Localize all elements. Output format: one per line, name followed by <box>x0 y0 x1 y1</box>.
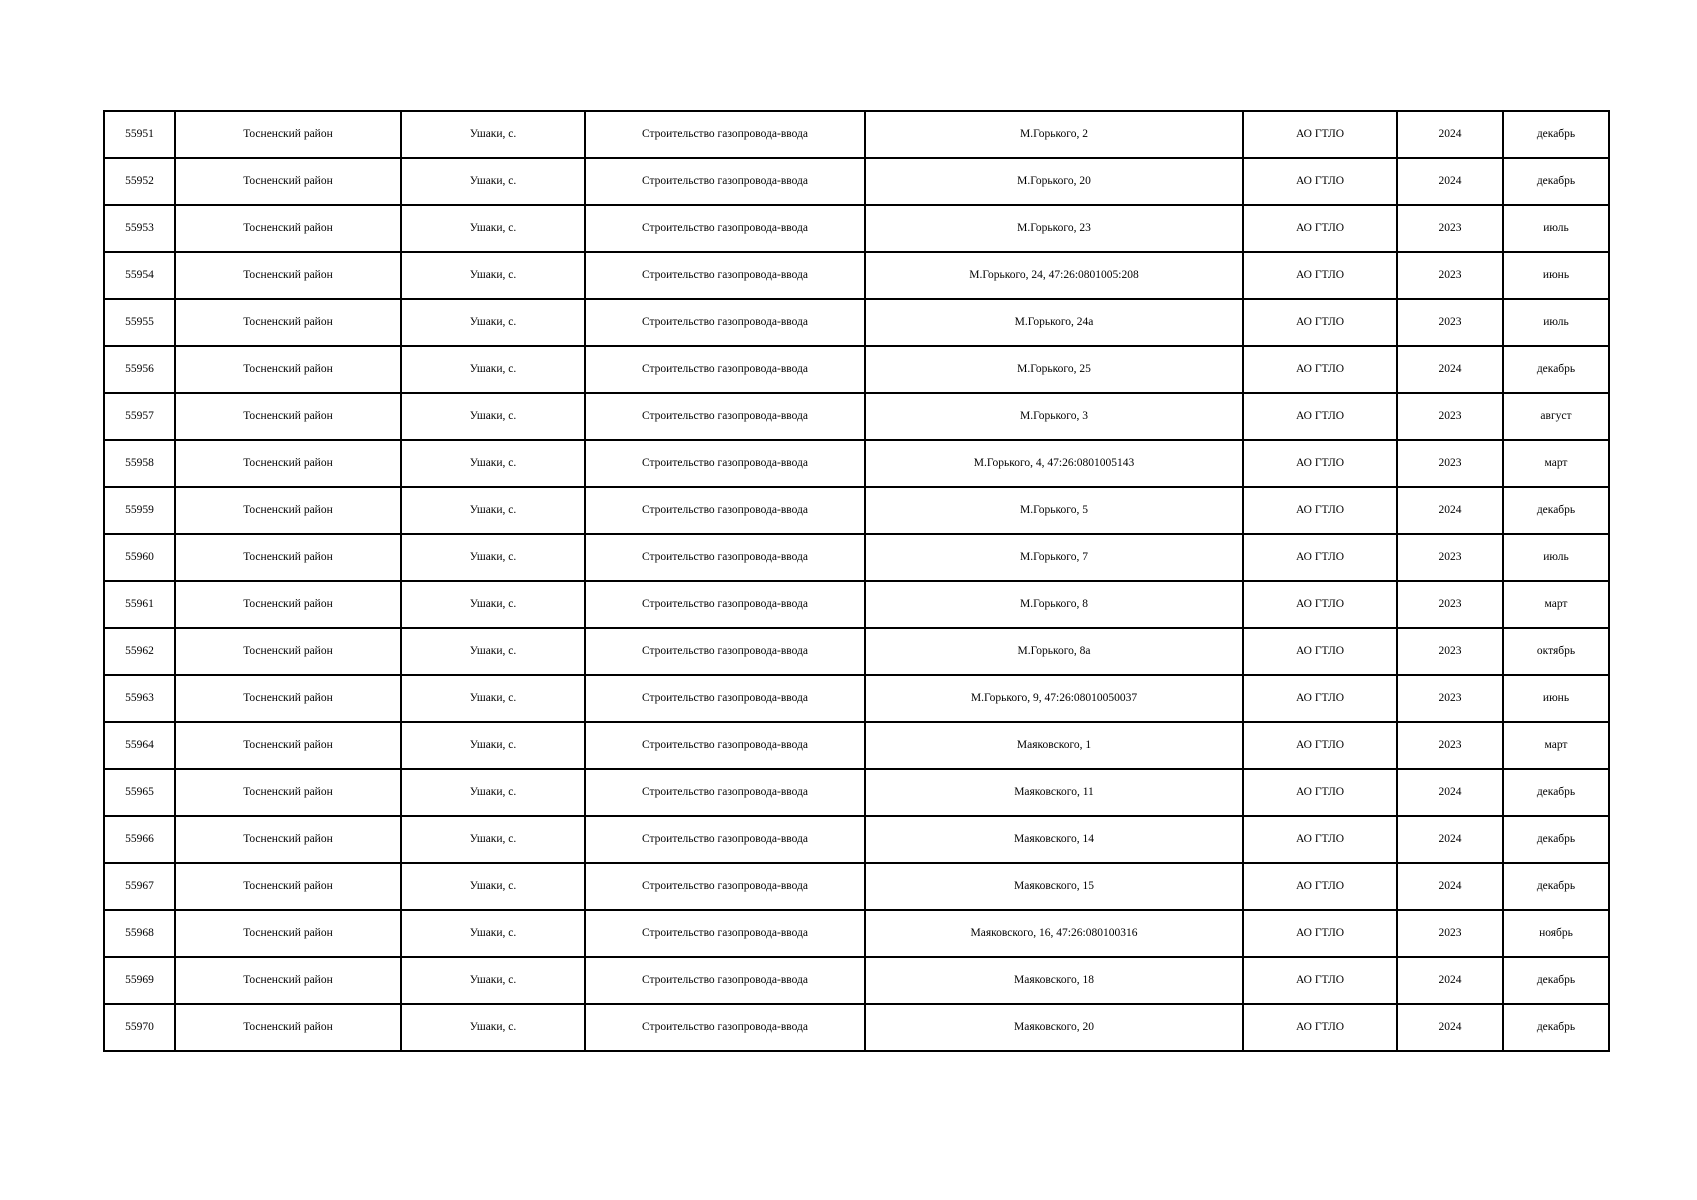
settlement-cell: Ушаки, с. <box>401 299 585 346</box>
address-cell: М.Горького, 24а <box>865 299 1243 346</box>
organization-cell: АО ГТЛО <box>1243 1004 1397 1051</box>
year-cell: 2023 <box>1397 440 1503 487</box>
district-cell: Тосненский район <box>175 393 401 440</box>
month-cell: июль <box>1503 205 1609 252</box>
settlement-cell: Ушаки, с. <box>401 440 585 487</box>
organization-cell: АО ГТЛО <box>1243 158 1397 205</box>
document-page <box>103 110 1608 1052</box>
work-type-cell: Строительство газопровода-ввода <box>585 205 865 252</box>
organization-cell: АО ГТЛО <box>1243 581 1397 628</box>
year-cell: 2023 <box>1397 205 1503 252</box>
work-type-cell: Строительство газопровода-ввода <box>585 111 865 158</box>
month-cell: декабрь <box>1503 346 1609 393</box>
month-cell: декабрь <box>1503 816 1609 863</box>
row-id-cell: 55953 <box>104 205 175 252</box>
year-cell: 2024 <box>1397 863 1503 910</box>
row-id-cell: 55965 <box>104 769 175 816</box>
month-cell: июнь <box>1503 252 1609 299</box>
district-cell: Тосненский район <box>175 487 401 534</box>
work-type-cell: Строительство газопровода-ввода <box>585 252 865 299</box>
settlement-cell: Ушаки, с. <box>401 346 585 393</box>
year-cell: 2024 <box>1397 346 1503 393</box>
row-id-cell: 55968 <box>104 910 175 957</box>
settlement-cell: Ушаки, с. <box>401 111 585 158</box>
address-cell: М.Горького, 3 <box>865 393 1243 440</box>
settlement-cell: Ушаки, с. <box>401 628 585 675</box>
organization-cell: АО ГТЛО <box>1243 346 1397 393</box>
month-cell: август <box>1503 393 1609 440</box>
address-cell: М.Горького, 2 <box>865 111 1243 158</box>
table-row <box>104 581 1609 628</box>
year-cell: 2024 <box>1397 957 1503 1004</box>
organization-cell: АО ГТЛО <box>1243 628 1397 675</box>
row-id-cell: 55957 <box>104 393 175 440</box>
organization-cell: АО ГТЛО <box>1243 393 1397 440</box>
year-cell: 2023 <box>1397 581 1503 628</box>
year-cell: 2024 <box>1397 1004 1503 1051</box>
settlement-cell: Ушаки, с. <box>401 534 585 581</box>
settlement-cell: Ушаки, с. <box>401 816 585 863</box>
work-type-cell: Строительство газопровода-ввода <box>585 299 865 346</box>
district-cell: Тосненский район <box>175 769 401 816</box>
district-cell: Тосненский район <box>175 252 401 299</box>
year-cell: 2024 <box>1397 158 1503 205</box>
address-cell: Маяковского, 1 <box>865 722 1243 769</box>
district-cell: Тосненский район <box>175 205 401 252</box>
row-id-cell: 55959 <box>104 487 175 534</box>
address-cell: М.Горького, 8 <box>865 581 1243 628</box>
row-id-cell: 55962 <box>104 628 175 675</box>
district-cell: Тосненский район <box>175 534 401 581</box>
organization-cell: АО ГТЛО <box>1243 769 1397 816</box>
district-cell: Тосненский район <box>175 957 401 1004</box>
year-cell: 2023 <box>1397 534 1503 581</box>
month-cell: декабрь <box>1503 111 1609 158</box>
row-id-cell: 55969 <box>104 957 175 1004</box>
month-cell: декабрь <box>1503 957 1609 1004</box>
settlement-cell: Ушаки, с. <box>401 722 585 769</box>
work-type-cell: Строительство газопровода-ввода <box>585 816 865 863</box>
work-type-cell: Строительство газопровода-ввода <box>585 1004 865 1051</box>
organization-cell: АО ГТЛО <box>1243 487 1397 534</box>
month-cell: декабрь <box>1503 158 1609 205</box>
address-cell: М.Горького, 4, 47:26:0801005143 <box>865 440 1243 487</box>
table-row <box>104 440 1609 487</box>
year-cell: 2023 <box>1397 910 1503 957</box>
row-id-cell: 55958 <box>104 440 175 487</box>
address-cell: Маяковского, 14 <box>865 816 1243 863</box>
settlement-cell: Ушаки, с. <box>401 158 585 205</box>
address-cell: М.Горького, 9, 47:26:08010050037 <box>865 675 1243 722</box>
work-type-cell: Строительство газопровода-ввода <box>585 346 865 393</box>
month-cell: декабрь <box>1503 1004 1609 1051</box>
table-row <box>104 346 1609 393</box>
table-row <box>104 252 1609 299</box>
district-cell: Тосненский район <box>175 440 401 487</box>
month-cell: декабрь <box>1503 863 1609 910</box>
table-row <box>104 299 1609 346</box>
month-cell: июнь <box>1503 675 1609 722</box>
address-cell: М.Горького, 20 <box>865 158 1243 205</box>
row-id-cell: 55956 <box>104 346 175 393</box>
address-cell: Маяковского, 11 <box>865 769 1243 816</box>
address-cell: Маяковского, 18 <box>865 957 1243 1004</box>
table-row <box>104 863 1609 910</box>
address-cell: М.Горького, 25 <box>865 346 1243 393</box>
work-type-cell: Строительство газопровода-ввода <box>585 722 865 769</box>
district-cell: Тосненский район <box>175 1004 401 1051</box>
settlement-cell: Ушаки, с. <box>401 1004 585 1051</box>
settlement-cell: Ушаки, с. <box>401 769 585 816</box>
table-row <box>104 910 1609 957</box>
settlement-cell: Ушаки, с. <box>401 252 585 299</box>
district-cell: Тосненский район <box>175 910 401 957</box>
year-cell: 2024 <box>1397 769 1503 816</box>
organization-cell: АО ГТЛО <box>1243 675 1397 722</box>
work-type-cell: Строительство газопровода-ввода <box>585 675 865 722</box>
organization-cell: АО ГТЛО <box>1243 299 1397 346</box>
organization-cell: АО ГТЛО <box>1243 205 1397 252</box>
row-id-cell: 55963 <box>104 675 175 722</box>
district-cell: Тосненский район <box>175 816 401 863</box>
district-cell: Тосненский район <box>175 722 401 769</box>
table-row <box>104 111 1609 158</box>
month-cell: ноябрь <box>1503 910 1609 957</box>
work-type-cell: Строительство газопровода-ввода <box>585 158 865 205</box>
row-id-cell: 55967 <box>104 863 175 910</box>
work-type-cell: Строительство газопровода-ввода <box>585 487 865 534</box>
table-row <box>104 769 1609 816</box>
organization-cell: АО ГТЛО <box>1243 957 1397 1004</box>
address-cell: М.Горького, 7 <box>865 534 1243 581</box>
table-row <box>104 487 1609 534</box>
year-cell: 2024 <box>1397 111 1503 158</box>
month-cell: март <box>1503 440 1609 487</box>
organization-cell: АО ГТЛО <box>1243 111 1397 158</box>
row-id-cell: 55960 <box>104 534 175 581</box>
row-id-cell: 55955 <box>104 299 175 346</box>
work-type-cell: Строительство газопровода-ввода <box>585 863 865 910</box>
settlement-cell: Ушаки, с. <box>401 487 585 534</box>
settlement-cell: Ушаки, с. <box>401 910 585 957</box>
work-type-cell: Строительство газопровода-ввода <box>585 581 865 628</box>
district-cell: Тосненский район <box>175 863 401 910</box>
address-cell: Маяковского, 15 <box>865 863 1243 910</box>
organization-cell: АО ГТЛО <box>1243 910 1397 957</box>
gasification-schedule-table <box>103 110 1610 1052</box>
row-id-cell: 55951 <box>104 111 175 158</box>
year-cell: 2024 <box>1397 816 1503 863</box>
work-type-cell: Строительство газопровода-ввода <box>585 957 865 1004</box>
table-row <box>104 957 1609 1004</box>
row-id-cell: 55961 <box>104 581 175 628</box>
table-row <box>104 1004 1609 1051</box>
year-cell: 2023 <box>1397 252 1503 299</box>
settlement-cell: Ушаки, с. <box>401 675 585 722</box>
settlement-cell: Ушаки, с. <box>401 863 585 910</box>
table-row <box>104 675 1609 722</box>
year-cell: 2024 <box>1397 487 1503 534</box>
organization-cell: АО ГТЛО <box>1243 440 1397 487</box>
year-cell: 2023 <box>1397 722 1503 769</box>
organization-cell: АО ГТЛО <box>1243 816 1397 863</box>
address-cell: М.Горького, 24, 47:26:0801005:208 <box>865 252 1243 299</box>
row-id-cell: 55966 <box>104 816 175 863</box>
month-cell: март <box>1503 722 1609 769</box>
year-cell: 2023 <box>1397 393 1503 440</box>
district-cell: Тосненский район <box>175 581 401 628</box>
year-cell: 2023 <box>1397 628 1503 675</box>
row-id-cell: 55970 <box>104 1004 175 1051</box>
table-body <box>104 111 1609 1051</box>
work-type-cell: Строительство газопровода-ввода <box>585 534 865 581</box>
district-cell: Тосненский район <box>175 346 401 393</box>
table-row <box>104 534 1609 581</box>
month-cell: март <box>1503 581 1609 628</box>
month-cell: июль <box>1503 299 1609 346</box>
address-cell: Маяковского, 20 <box>865 1004 1243 1051</box>
work-type-cell: Строительство газопровода-ввода <box>585 440 865 487</box>
year-cell: 2023 <box>1397 299 1503 346</box>
district-cell: Тосненский район <box>175 628 401 675</box>
settlement-cell: Ушаки, с. <box>401 393 585 440</box>
settlement-cell: Ушаки, с. <box>401 957 585 1004</box>
work-type-cell: Строительство газопровода-ввода <box>585 910 865 957</box>
year-cell: 2023 <box>1397 675 1503 722</box>
row-id-cell: 55954 <box>104 252 175 299</box>
table-row <box>104 628 1609 675</box>
row-id-cell: 55952 <box>104 158 175 205</box>
work-type-cell: Строительство газопровода-ввода <box>585 393 865 440</box>
organization-cell: АО ГТЛО <box>1243 863 1397 910</box>
address-cell: М.Горького, 23 <box>865 205 1243 252</box>
district-cell: Тосненский район <box>175 299 401 346</box>
organization-cell: АО ГТЛО <box>1243 722 1397 769</box>
table-row <box>104 205 1609 252</box>
row-id-cell: 55964 <box>104 722 175 769</box>
settlement-cell: Ушаки, с. <box>401 205 585 252</box>
address-cell: М.Горького, 8а <box>865 628 1243 675</box>
work-type-cell: Строительство газопровода-ввода <box>585 628 865 675</box>
organization-cell: АО ГТЛО <box>1243 534 1397 581</box>
month-cell: декабрь <box>1503 769 1609 816</box>
month-cell: октябрь <box>1503 628 1609 675</box>
table-row <box>104 816 1609 863</box>
address-cell: М.Горького, 5 <box>865 487 1243 534</box>
table-row <box>104 158 1609 205</box>
organization-cell: АО ГТЛО <box>1243 252 1397 299</box>
district-cell: Тосненский район <box>175 158 401 205</box>
month-cell: декабрь <box>1503 487 1609 534</box>
address-cell: Маяковского, 16, 47:26:080100316 <box>865 910 1243 957</box>
month-cell: июль <box>1503 534 1609 581</box>
table-row <box>104 393 1609 440</box>
work-type-cell: Строительство газопровода-ввода <box>585 769 865 816</box>
district-cell: Тосненский район <box>175 675 401 722</box>
district-cell: Тосненский район <box>175 111 401 158</box>
settlement-cell: Ушаки, с. <box>401 581 585 628</box>
table-row <box>104 722 1609 769</box>
